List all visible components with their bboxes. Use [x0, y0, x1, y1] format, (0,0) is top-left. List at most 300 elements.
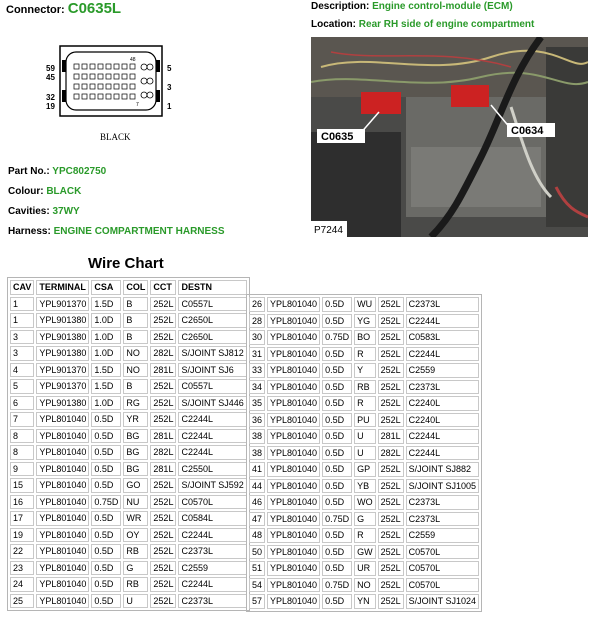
wire-chart-title: Wire Chart — [88, 255, 164, 272]
table-cell: YPL901380 — [36, 330, 89, 345]
table-cell: 0.75D — [322, 512, 352, 527]
table-cell: U — [354, 446, 376, 461]
table-row — [10, 297, 247, 312]
table-cell: C0557L — [178, 379, 246, 394]
table-cell: R — [354, 528, 376, 543]
table-cell: C2373L — [406, 380, 479, 395]
table-cell: YPL801040 — [267, 396, 320, 411]
table-row — [249, 347, 479, 362]
table-cell: 7 — [10, 412, 34, 427]
table-cell: 0.5D — [91, 511, 121, 526]
cavities-value: 37WY — [52, 206, 80, 217]
table-cell: YG — [354, 314, 376, 329]
table-cell: 34 — [249, 380, 265, 395]
photo-reference: P7244 — [314, 225, 343, 236]
table-cell: S/JOINT SJ1005 — [406, 479, 479, 494]
table-cell: C0583L — [406, 330, 479, 345]
table-cell: NO — [123, 363, 148, 378]
table-cell: 1.0D — [91, 330, 121, 345]
table-cell: G — [123, 561, 148, 576]
table-cell: 281L — [150, 462, 176, 477]
table-cell: 252L — [378, 545, 404, 560]
pin-label-5: 5 — [167, 64, 172, 73]
table-cell: 50 — [249, 545, 265, 560]
table-row — [249, 512, 479, 527]
table-cell: C2244L — [406, 446, 479, 461]
table-row — [249, 330, 479, 345]
cavities-label: Cavities: — [8, 206, 50, 217]
table-cell: S/JOINT SJ812 — [178, 346, 246, 361]
table-row — [249, 462, 479, 477]
table-cell: C2244L — [406, 429, 479, 444]
table-cell: 0.5D — [322, 462, 352, 477]
description-value: Engine control-module (ECM) — [372, 1, 513, 12]
table-cell: YPL801040 — [267, 363, 320, 378]
table-cell: 252L — [150, 412, 176, 427]
table-row — [249, 578, 479, 593]
table-cell: YPL801040 — [267, 528, 320, 543]
table-cell: 47 — [249, 512, 265, 527]
table-cell: 252L — [378, 330, 404, 345]
description-line — [311, 1, 513, 12]
table-cell: 1.0D — [91, 346, 121, 361]
part-number-line — [8, 166, 106, 177]
column-header: COL — [123, 280, 148, 295]
table-cell: C2244L — [178, 429, 246, 444]
table-cell: YPL801040 — [267, 479, 320, 494]
table-cell: 252L — [378, 594, 404, 609]
table-cell: YPL801040 — [36, 577, 89, 592]
table-cell: YPL801040 — [267, 545, 320, 560]
table-cell: 252L — [378, 380, 404, 395]
table-cell: 0.5D — [322, 380, 352, 395]
table-row — [249, 297, 479, 312]
harness-line — [8, 226, 225, 237]
table-cell: 9 — [10, 462, 34, 477]
table-cell: YPL801040 — [36, 445, 89, 460]
location-photo — [311, 37, 588, 237]
table-cell: 0.5D — [322, 495, 352, 510]
column-header: CCT — [150, 280, 176, 295]
table-cell: BG — [123, 462, 148, 477]
table-cell: 252L — [378, 363, 404, 378]
table-cell: 23 — [10, 561, 34, 576]
table-cell: 33 — [249, 363, 265, 378]
table-cell: C2373L — [178, 594, 246, 609]
table-cell: YPL801040 — [267, 561, 320, 576]
table-cell: RB — [123, 577, 148, 592]
table-cell: 0.5D — [91, 462, 121, 477]
part-number-label: Part No.: — [8, 166, 50, 177]
table-cell: 0.5D — [322, 561, 352, 576]
table-row — [249, 594, 479, 609]
table-cell: C0570L — [406, 578, 479, 593]
location-line — [311, 19, 534, 30]
table-cell: 41 — [249, 462, 265, 477]
table-cell: B — [123, 379, 148, 394]
table-cell: RB — [123, 544, 148, 559]
table-row — [249, 314, 479, 329]
table-cell: 0.5D — [322, 594, 352, 609]
table-cell: YPL801040 — [267, 462, 320, 477]
table-cell: 30 — [249, 330, 265, 345]
table-cell: C0570L — [406, 561, 479, 576]
table-cell: R — [354, 396, 376, 411]
column-header: DESTN — [178, 280, 246, 295]
table-cell: 252L — [378, 512, 404, 527]
table-row — [249, 363, 479, 378]
table-cell: YPL901380 — [36, 346, 89, 361]
table-cell: 282L — [150, 346, 176, 361]
table-cell: 57 — [249, 594, 265, 609]
wire-table-right — [246, 294, 482, 612]
table-cell: 0.5D — [322, 314, 352, 329]
table-cell: 38 — [249, 429, 265, 444]
table-cell: 252L — [150, 396, 176, 411]
table-row — [249, 561, 479, 576]
connector-face-diagram — [40, 40, 180, 150]
pin-label-32: 32 — [46, 93, 55, 102]
table-cell: S/JOINT SJ592 — [178, 478, 246, 493]
table-cell: 54 — [249, 578, 265, 593]
table-cell: S/JOINT SJ6 — [178, 363, 246, 378]
table-cell: S/JOINT SJ446 — [178, 396, 246, 411]
table-cell: YPL801040 — [267, 446, 320, 461]
table-row — [10, 561, 247, 576]
table-cell: 281L — [150, 429, 176, 444]
table-cell: YPL801040 — [267, 380, 320, 395]
table-row — [249, 495, 479, 510]
table-cell: YPL801040 — [36, 544, 89, 559]
latch-right-bottom — [156, 90, 160, 102]
table-cell: 16 — [10, 495, 34, 510]
connector-label: Connector: — [6, 4, 65, 16]
table-cell: BG — [123, 445, 148, 460]
table-row — [10, 528, 247, 543]
table-cell: B — [123, 313, 148, 328]
table-cell: 252L — [150, 511, 176, 526]
table-cell: NO — [354, 578, 376, 593]
table-cell: C2559 — [406, 363, 479, 378]
cavities-line — [8, 206, 80, 217]
pin-label-19: 19 — [46, 102, 55, 111]
location-value: Rear RH side of engine compartment — [358, 19, 535, 30]
table-cell: U — [354, 429, 376, 444]
colour-label: Colour: — [8, 186, 44, 197]
pin-label-1: 1 — [167, 102, 172, 111]
table-row — [249, 446, 479, 461]
table-cell: B — [123, 330, 148, 345]
table-header-row — [10, 280, 247, 295]
table-cell: YPL801040 — [267, 429, 320, 444]
table-cell: C2373L — [406, 512, 479, 527]
table-cell: WR — [123, 511, 148, 526]
table-cell: 24 — [10, 577, 34, 592]
table-cell: YPL801040 — [267, 314, 320, 329]
table-row — [10, 346, 247, 361]
table-cell: 281L — [150, 363, 176, 378]
table-cell: 282L — [378, 446, 404, 461]
table-cell: YPL901370 — [36, 379, 89, 394]
table-row — [10, 445, 247, 460]
table-cell: WU — [354, 297, 376, 312]
table-cell: 0.5D — [91, 544, 121, 559]
table-cell: 46 — [249, 495, 265, 510]
table-cell: 1 — [10, 297, 34, 312]
table-cell: 0.5D — [322, 545, 352, 560]
table-cell: 28 — [249, 314, 265, 329]
table-cell: RB — [354, 380, 376, 395]
table-cell: R — [354, 347, 376, 362]
table-cell: 252L — [378, 561, 404, 576]
part-number-value: YPC802750 — [52, 166, 107, 177]
table-cell: 22 — [10, 544, 34, 559]
photo-callout-c0634: C0634 — [511, 125, 544, 137]
connector-c0634-photo — [451, 85, 489, 107]
table-cell: Y — [354, 363, 376, 378]
table-cell: C2559 — [178, 561, 246, 576]
table-cell: 0.5D — [322, 396, 352, 411]
table-cell: WO — [354, 495, 376, 510]
table-cell: 35 — [249, 396, 265, 411]
table-cell: C0570L — [178, 495, 246, 510]
table-cell: 15 — [10, 478, 34, 493]
connector-c0635-photo — [361, 92, 401, 114]
table-row — [10, 544, 247, 559]
table-cell: GO — [123, 478, 148, 493]
table-cell: YPL901370 — [36, 363, 89, 378]
table-cell: 0.5D — [91, 412, 121, 427]
table-cell: 252L — [378, 347, 404, 362]
table-cell: 0.5D — [322, 297, 352, 312]
connector-colour-caption: BLACK — [100, 132, 131, 142]
photo-callout-c0635: C0635 — [321, 131, 354, 143]
table-cell: YR — [123, 412, 148, 427]
table-cell: C0570L — [406, 545, 479, 560]
table-cell: S/JOINT SJ1024 — [406, 594, 479, 609]
table-row — [249, 380, 479, 395]
harness-label: Harness: — [8, 226, 51, 237]
table-cell: C2240L — [406, 396, 479, 411]
table-cell: 0.5D — [322, 363, 352, 378]
colour-line — [8, 186, 81, 197]
table-cell: 1 — [10, 313, 34, 328]
table-cell: 0.5D — [322, 479, 352, 494]
pin-label-59: 59 — [46, 64, 55, 73]
table-row — [249, 429, 479, 444]
table-cell: YPL801040 — [267, 413, 320, 428]
table-cell: 3 — [10, 346, 34, 361]
table-cell: 252L — [150, 313, 176, 328]
table-cell: 51 — [249, 561, 265, 576]
table-cell: 0.75D — [91, 495, 121, 510]
table-cell: 26 — [249, 297, 265, 312]
table-cell: U — [123, 594, 148, 609]
table-cell: BG — [123, 429, 148, 444]
table-cell: YPL801040 — [36, 594, 89, 609]
table-cell: 1.5D — [91, 363, 121, 378]
latch-left-top — [62, 60, 66, 72]
table-cell: C2244L — [406, 347, 479, 362]
table-cell: 0.5D — [322, 347, 352, 362]
table-cell: 0.5D — [91, 445, 121, 460]
table-cell: YPL801040 — [36, 561, 89, 576]
table-cell: RG — [123, 396, 148, 411]
table-cell: 282L — [150, 445, 176, 460]
column-header: CAV — [10, 280, 34, 295]
table-cell: 44 — [249, 479, 265, 494]
table-row — [10, 429, 247, 444]
table-cell: 31 — [249, 347, 265, 362]
table-cell: S/JOINT SJ882 — [406, 462, 479, 477]
table-cell: 0.5D — [322, 528, 352, 543]
table-cell: 0.5D — [322, 429, 352, 444]
table-cell: 252L — [150, 561, 176, 576]
latch-right-top — [156, 60, 160, 72]
wire-table-left — [7, 277, 250, 611]
table-cell: 252L — [378, 495, 404, 510]
pin-label-45: 45 — [46, 73, 55, 82]
table-cell: GP — [354, 462, 376, 477]
table-cell: OY — [123, 528, 148, 543]
table-cell: 48 — [249, 528, 265, 543]
table-cell: 36 — [249, 413, 265, 428]
table-cell: YPL801040 — [267, 297, 320, 312]
table-cell: YPL801040 — [36, 412, 89, 427]
table-row — [10, 495, 247, 510]
table-row — [10, 396, 247, 411]
table-row — [249, 545, 479, 560]
table-cell: 252L — [378, 396, 404, 411]
table-cell: 0.5D — [91, 528, 121, 543]
table-cell: 252L — [378, 479, 404, 494]
table-row — [10, 363, 247, 378]
table-row — [249, 413, 479, 428]
table-cell: 281L — [378, 429, 404, 444]
table-cell: 252L — [150, 544, 176, 559]
table-cell: C2650L — [178, 313, 246, 328]
table-cell: C2650L — [178, 330, 246, 345]
table-cell: C2244L — [178, 412, 246, 427]
table-cell: 19 — [10, 528, 34, 543]
table-cell: 252L — [378, 314, 404, 329]
column-header: CSA — [91, 280, 121, 295]
pin-label-48: 48 — [130, 57, 136, 63]
table-cell: YPL801040 — [267, 495, 320, 510]
table-cell: C2373L — [406, 297, 479, 312]
table-cell: 0.5D — [91, 429, 121, 444]
connector-heading — [6, 0, 121, 17]
table-cell: 252L — [378, 413, 404, 428]
table-cell: YN — [354, 594, 376, 609]
table-cell: GW — [354, 545, 376, 560]
table-cell: 252L — [150, 495, 176, 510]
table-cell: C0584L — [178, 511, 246, 526]
table-row — [10, 379, 247, 394]
location-label: Location: — [311, 19, 356, 30]
table-row — [10, 313, 247, 328]
table-row — [10, 478, 247, 493]
table-cell: 0.75D — [322, 578, 352, 593]
column-header: TERMINAL — [36, 280, 89, 295]
table-cell: 252L — [378, 578, 404, 593]
table-cell: YPL801040 — [267, 347, 320, 362]
table-cell: B — [123, 297, 148, 312]
table-row — [10, 511, 247, 526]
table-cell: C2240L — [406, 413, 479, 428]
table-cell: C0557L — [178, 297, 246, 312]
table-cell: YPL801040 — [36, 511, 89, 526]
table-cell: YPL801040 — [36, 478, 89, 493]
table-cell: C2244L — [178, 445, 246, 460]
table-cell: YPL801040 — [36, 528, 89, 543]
table-cell: 252L — [378, 462, 404, 477]
table-cell: C2373L — [178, 544, 246, 559]
table-cell: YPL801040 — [36, 462, 89, 477]
table-cell: 0.5D — [91, 577, 121, 592]
table-cell: 5 — [10, 379, 34, 394]
table-cell: UR — [354, 561, 376, 576]
table-row — [249, 528, 479, 543]
table-cell: YPL801040 — [36, 429, 89, 444]
table-cell: YPL801040 — [267, 594, 320, 609]
table-cell: 252L — [150, 297, 176, 312]
table-cell: YPL801040 — [36, 495, 89, 510]
table-cell: 252L — [150, 379, 176, 394]
table-cell: 252L — [378, 528, 404, 543]
table-cell: C2244L — [178, 577, 246, 592]
table-row — [10, 594, 247, 609]
table-cell: C2244L — [406, 314, 479, 329]
pin-label-7: 7 — [136, 102, 139, 108]
table-cell: 0.5D — [91, 594, 121, 609]
table-cell: 1.5D — [91, 379, 121, 394]
table-cell: 252L — [150, 528, 176, 543]
table-cell: 252L — [150, 478, 176, 493]
table-cell: C2244L — [178, 528, 246, 543]
table-cell: 252L — [150, 577, 176, 592]
table-cell: 0.5D — [91, 561, 121, 576]
table-cell: YPL901370 — [36, 297, 89, 312]
table-cell: C2373L — [406, 495, 479, 510]
table-cell: PU — [354, 413, 376, 428]
table-cell: 3 — [10, 330, 34, 345]
table-cell: YPL901380 — [36, 396, 89, 411]
table-cell: 6 — [10, 396, 34, 411]
table-cell: BO — [354, 330, 376, 345]
table-cell: 252L — [378, 297, 404, 312]
table-cell: 17 — [10, 511, 34, 526]
table-cell: 8 — [10, 445, 34, 460]
table-cell: 38 — [249, 446, 265, 461]
table-cell: 0.75D — [322, 330, 352, 345]
table-cell: 25 — [10, 594, 34, 609]
table-row — [249, 396, 479, 411]
table-cell: NU — [123, 495, 148, 510]
table-cell: 1.0D — [91, 396, 121, 411]
table-cell: 1.5D — [91, 297, 121, 312]
table-row — [249, 479, 479, 494]
table-cell: YB — [354, 479, 376, 494]
table-cell: YPL801040 — [267, 512, 320, 527]
table-row — [10, 330, 247, 345]
table-cell: 252L — [150, 594, 176, 609]
table-cell: C2550L — [178, 462, 246, 477]
table-row — [10, 577, 247, 592]
table-cell: 4 — [10, 363, 34, 378]
connector-id: C0635L — [67, 0, 122, 17]
table-cell: 0.5D — [91, 478, 121, 493]
